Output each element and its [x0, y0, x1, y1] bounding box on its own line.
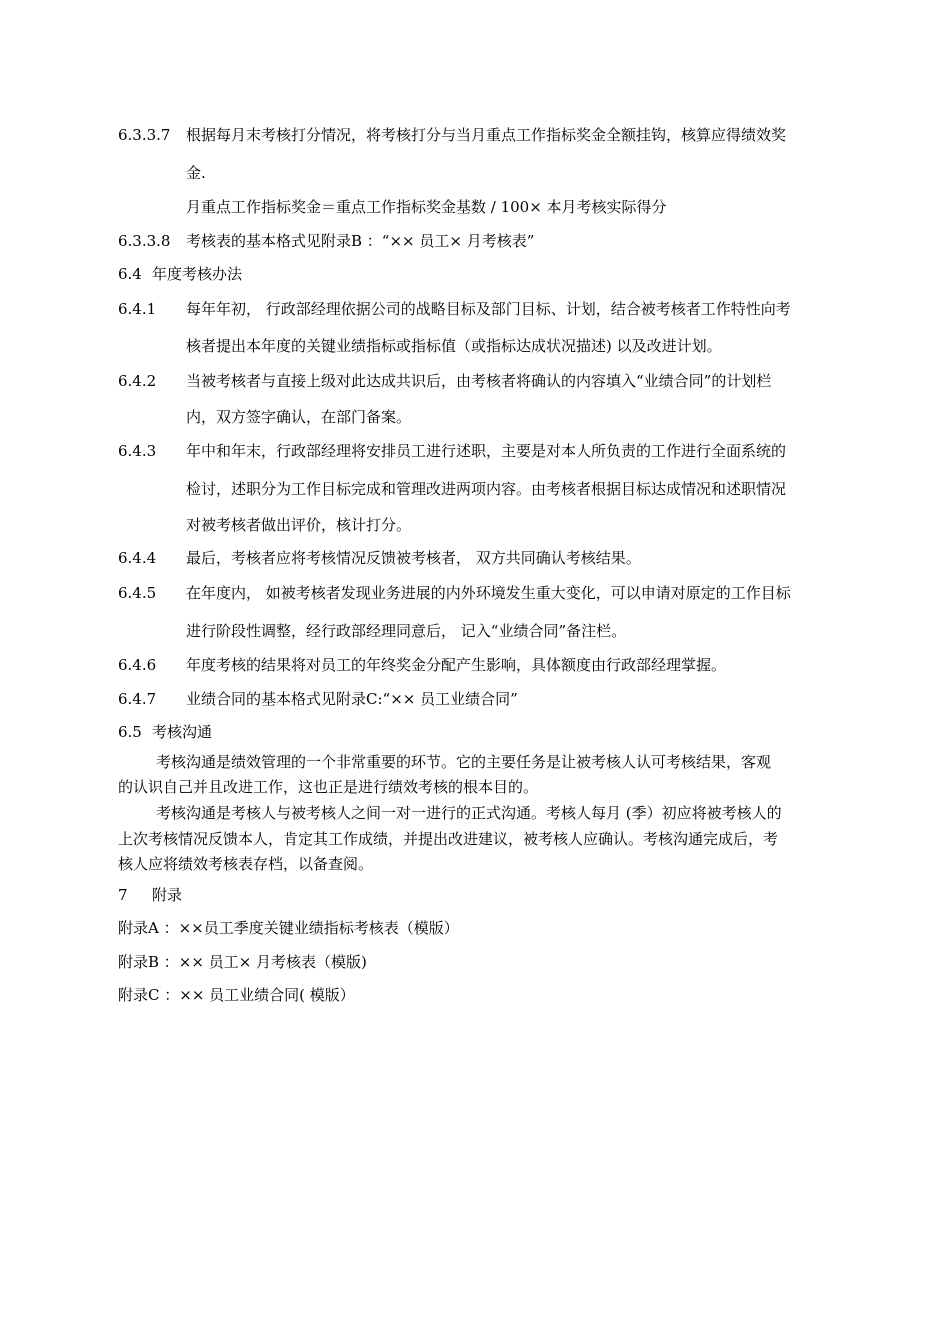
section-number: 6.3.3.7 — [118, 126, 171, 144]
paragraph-text: 上次考核情况反馈本人，肯定其工作成绩，并提出改进建议，被考核人应确认。考核沟通完成后，考 — [118, 830, 779, 848]
section-text: 对被考核者做出评价，核计打分。 — [186, 516, 412, 534]
section-text: 考核表的基本格式见附录B ：“×× 员工× 月考核表” — [186, 232, 535, 250]
section-heading: 年度考核办法 — [152, 265, 243, 283]
section-number: 6.4.4 — [118, 549, 157, 567]
section-text: 金. — [186, 164, 206, 182]
section-number: 6.4.6 — [118, 656, 157, 674]
section-number: 6.4.2 — [118, 372, 157, 390]
section-number: 6.4.7 — [118, 690, 157, 708]
section-number: 6.5 — [118, 723, 142, 741]
section-text: 每年年初， 行政部经理依据公司的战略目标及部门目标、计划，结合被考核者工作特性向考 — [186, 300, 791, 318]
section-heading: 考核沟通 — [152, 723, 213, 741]
section-text: 根据每月末考核打分情况，将考核打分与当月重点工作指标奖金全额挂钩，核算应得绩效奖 — [186, 126, 787, 144]
section-text: 进行阶段性调整，经行政部经理同意后， 记入“业绩合同”备注栏。 — [186, 622, 627, 640]
section-number: 6.4 — [118, 265, 142, 283]
appendix-text: 附录B ：×× 员工× 月考核表（模版) — [118, 953, 367, 971]
section-number: 7 — [118, 886, 128, 904]
paragraph-text: 的认识自己并且改进工作，这也正是进行绩效考核的根本目的。 — [118, 778, 539, 796]
formula-text: 月重点工作指标奖金＝重点工作指标奖金基数 / 100× 本月考核实际得分 — [186, 198, 667, 216]
section-text: 当被考核者与直接上级对此达成共识后，由考核者将确认的内容填入“业绩合同”的计划栏 — [186, 372, 772, 390]
section-text: 业绩合同的基本格式见附录C:“×× 员工业绩合同” — [186, 690, 518, 708]
section-text: 核者提出本年度的关键业绩指标或指标值（或指标达成状况描述) 以及改进计划。 — [186, 337, 722, 355]
section-heading: 附录 — [152, 886, 183, 904]
section-text: 最后，考核者应将考核情况反馈被考核者， 双方共同确认考核结果。 — [186, 549, 641, 567]
paragraph-text: 考核沟通是绩效管理的一个非常重要的环节。它的主要任务是让被考核人认可考核结果，客观 — [156, 753, 772, 771]
section-text: 年中和年末，行政部经理将安排员工进行述职，主要是对本人所负责的工作进行全面系统的 — [186, 442, 787, 460]
section-text: 年度考核的结果将对员工的年终奖金分配产生影响，具体额度由行政部经理掌握。 — [186, 656, 727, 674]
section-number: 6.4.5 — [118, 584, 157, 602]
appendix-text: 附录C ：×× 员工业绩合同( 模版） — [118, 986, 355, 1004]
paragraph-text: 考核沟通是考核人与被考核人之间一对一进行的正式沟通。考核人每月 (季）初应将被考核人的 — [156, 804, 782, 822]
paragraph-text: 核人应将绩效考核表存档，以备查阅。 — [118, 855, 374, 873]
section-number: 6.3.3.8 — [118, 232, 171, 250]
appendix-text: 附录A ：××员工季度关键业绩指标考核表（模版） — [118, 919, 459, 937]
section-text: 内，双方签字确认，在部门备案。 — [186, 408, 412, 426]
section-number: 6.4.1 — [118, 300, 157, 318]
section-text: 检讨，述职分为工作目标完成和管理改进两项内容。由考核者根据目标达成情况和述职情况 — [186, 480, 787, 498]
section-number: 6.4.3 — [118, 442, 157, 460]
section-text: 在年度内， 如被考核者发现业务进展的内外环境发生重大变化，可以申请对原定的工作目标 — [186, 584, 791, 602]
